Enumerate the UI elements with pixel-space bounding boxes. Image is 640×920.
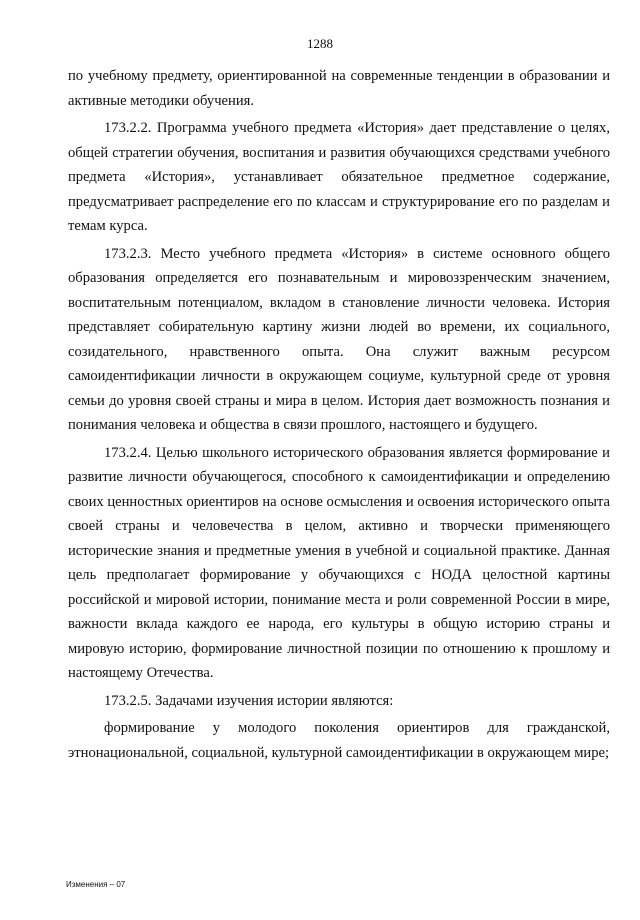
paragraph-task-list-item: формирование у молодого поколения ориентиров для гражданской, этнонациональной, социальной, культурной самоидентификации в окружающем мире;: [68, 720, 610, 761]
paragraph-173-2-5: 173.2.5. Задачами изучения истории являются:: [104, 692, 394, 709]
paragraph-173-2-4: 173.2.4. Целью школьного исторического образования является формирование и развитие личности обучающегося, способного к самоидентификации и определению своих ценностных ориентиров на основе осмысления и освоения исторического опыта своей страны и человечества в целом, активно и творчески применяющего исторические знания и предметные умения в учебной и социальной практике. Данная цель предполагает формирование у обучающихся с НОДА целостной картины российской и мировой истории, понимание места и роли современной России в мире, важности вклада каждого ее народа, его культуры в общую историю страны и мировую историю, формирование личностной позиции по отношению к прошлому и настоящему Отечества.: [68, 444, 610, 681]
paragraph-continuation: по учебному предмету, ориентированной на современные тенденции в образовании и активные методики обучения.: [68, 68, 610, 109]
document-body: [68, 64, 610, 768]
page-number: 1288: [307, 36, 333, 51]
paragraph-173-2-3: 173.2.3. Место учебного предмета «История» в системе основного общего образования определяется его познавательным и мировоззренческим значением, воспитательным потенциалом, вкладом в становление личности человека. История представляет собирательную картину жизни людей во времени, их социального, созидательного, нравственного опыта. Она служит важным ресурсом самоидентификации личности в окружающем социуме, культурной среде от уровня семьи до уровня своей страны и мира в целом. История дает возможность познания и понимания человека и общества в связи прошлого, настоящего и будущего.: [68, 245, 610, 433]
revision-footer: Изменения – 07: [66, 880, 126, 889]
paragraph-173-2-2: 173.2.2. Программа учебного предмета «История» дает представление о целях, общей стратегии обучения, воспитания и развития обучающихся средствами учебного предмета «История», устанавливает обязательное предметное содержание, предусматривает распределение его по классам и структурирование его по разделам и темам курса.: [68, 120, 610, 234]
